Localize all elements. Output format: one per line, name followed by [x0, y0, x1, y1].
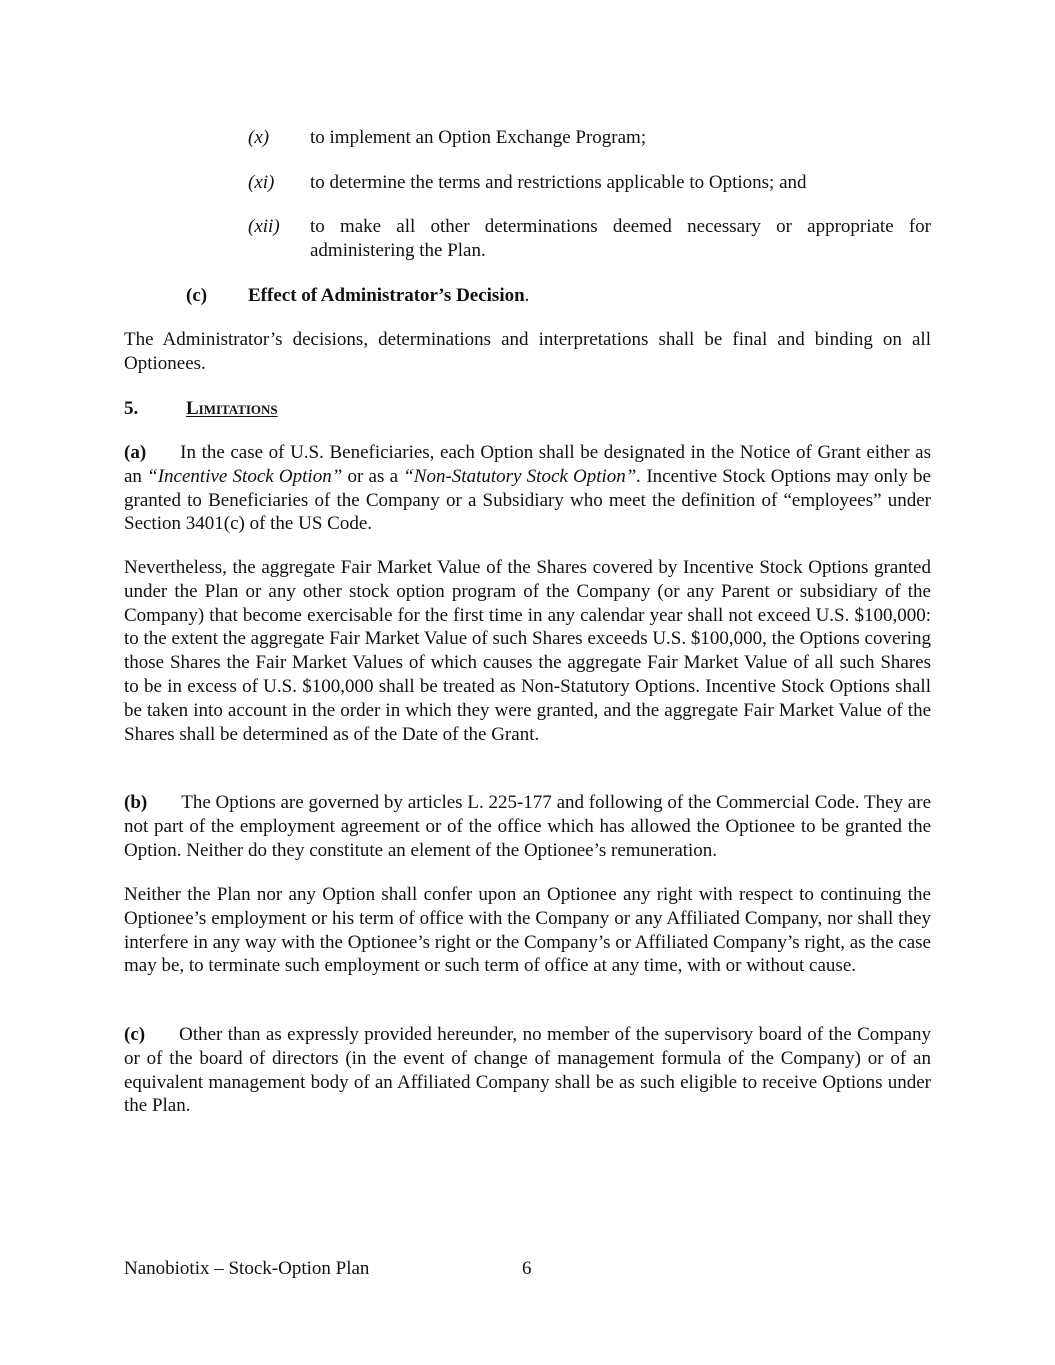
- incentive-term: “Incentive Stock Option”: [147, 465, 343, 487]
- list-item: to implement an Option Exchange Program;: [310, 127, 647, 148]
- no-employment-right-paragraph: Neither the Plan nor any Option shall confer upon an Optionee any right with respect to continuing the Optionee’s employment or his term of office with the Company or any Affiliated Company, nor shall they interfere in any way with the Optionee’s right or the Company’s or Affiliated Company’s right, as the case may be, to terminate such employment or such term of office at any time, with or without cause.: [124, 884, 931, 977]
- paragraph-text: Other than as expressly provided hereunder, no member of the supervisory board of the Company or of the board of directors (in the event of change of management formula of the Company) or of an equivalent management body of an Affiliated Company shall be as such eligible to receive Options under the Plan.: [124, 1024, 931, 1117]
- list-item-number: (xii): [248, 216, 280, 237]
- paragraph-label: (c): [124, 1024, 146, 1045]
- subsection-heading: [248, 284, 529, 308]
- section-number: 5.: [124, 398, 139, 419]
- aggregate-value-paragraph: Nevertheless, the aggregate Fair Market Value of the Shares covered by Incentive Stock Options granted under the Plan or any other stock option program of the Company (or any Parent or subsidiary of the Company) that become exercisable for the first time in any calendar year shall not exceed U.S. $100,000: to the extent the aggregate Fair Market Value of such Shares exceeds U.S. $100,000, the Options covering those Shares the Fair Market Values of which causes the aggregate Fair Market Value of all such Shares to be in excess of U.S. $100,000 shall be treated as Non-Statutory Options. Incentive Stock Options shall be taken into account in the order in which they were granted, and the aggregate Fair Market Value of the Shares shall be determined as of the Date of the Grant.: [124, 557, 931, 745]
- paragraph-a: [124, 441, 931, 536]
- paragraph-label: (a): [124, 442, 147, 463]
- paragraph-c: [124, 1023, 931, 1118]
- paragraph-text: or as a: [342, 465, 404, 487]
- section-title: Limitations: [186, 398, 278, 419]
- subsection-title-end: .: [524, 285, 530, 306]
- list-item-number: (x): [248, 127, 270, 148]
- paragraph-label: (b): [124, 792, 148, 813]
- paragraph-b: [124, 791, 931, 862]
- paragraph-text: In the case of U.S. Beneficiaries, each Option shall be designated in the Notice of Grant either as an: [124, 442, 931, 487]
- list-item: to determine the terms and restrictions applicable to Options; and: [310, 172, 807, 193]
- subsection-title: Effect of Administrator’s Decision: [248, 285, 525, 306]
- list-item-number: (xi): [248, 172, 275, 193]
- subsection-label: (c): [186, 285, 208, 306]
- paragraph-text: The Options are governed by articles L. 225-177 and following of the Commercial Code. They are not part of the employment agreement or of the office which has allowed the Optionee to be granted the Option. Neither do they constitute an element of the Optionee’s remuneration.: [124, 792, 931, 861]
- paragraph-text: Incentive Stock Options may only be granted to Beneficiaries of the Company or a Subsidiary who meet the definition of “employees” under Section 3401(c) of the US Code.: [124, 465, 931, 535]
- page-number: 6: [522, 1258, 532, 1279]
- admin-decision-paragraph: The Administrator’s decisions, determinations and interpretations shall be final and binding on all Optionees.: [124, 329, 931, 374]
- footer-title: Nanobiotix – Stock-Option Plan: [124, 1258, 370, 1279]
- list-item: to make all other determinations deemed necessary or appropriate for administering the Plan.: [310, 216, 931, 261]
- non-statutory-term: “Non-Statutory Stock Option”.: [403, 465, 642, 487]
